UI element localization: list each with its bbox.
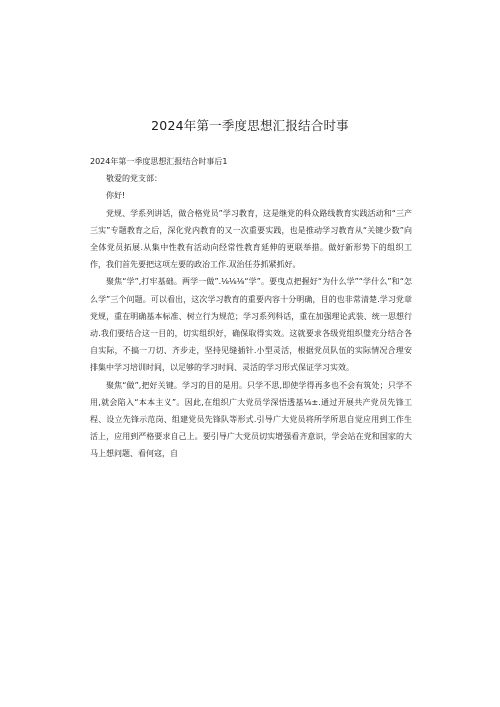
greeting: 你好! [106,191,126,201]
document-title: 2024年第一季度思想汇报结合时事 [151,118,349,133]
body-paragraph: 聚焦“做”,把好关键。学习的目的是用。只学不思,即使学得再多也不会有筑处；只学不用,就会陷入“本本主义”。因此,在组织广大党员学深悟透基⅛±.通过开展共产党员先锋工程、设立先锋示范岗、组建党员先锋队等形式.引导广大党员将所学所思自觉应用到工作生活上，应用到严格要求自己上。要引导广大党员切实增强看齐意识，学会站在党和国家的大马上想问题、看何寇，自 [90,380,412,459]
body-paragraph: 党规、学系列讲话，做合格党员”学习教育，这是继党的科众路线教育实践活动和“三产三实”专题教育之后，深化党内教育的又一次重要实践，也是推动学习教育从“关键少数”向全体党员拓展.从集中性教有活动向经常性教育延伸的更联举措。做好新形势下的组织工作，我们首先要把这项左要的政冶工作.双治任芬抓紧抓好。 [90,208,412,270]
salutation: 敬爱的党支部： [106,174,162,184]
document-subtitle: 2024年第一季度思想汇报结合时事后1 [90,157,228,166]
document-body [90,153,412,463]
body-paragraph: 聚焦“学”,打牢基础。两学一做”.⅛⅛⅛“学”。要曳点把握好“为什么学”“学什么”和“怎么学”三个问题。可以看出，这次学习教育的重要内容十分明确，目的也非常清楚.学习党章党规，重在明确基本标准、树立行为规范；学习系列科话，重在加强理论武装、统一思想行动.我们要结合这一目的，切实组织好，确保取得实效。这就要求各级党组织璧充分结合各自实际，不搞一刀切、齐步走，坚持见缝插针.小型灵活，根据党员队伍的实际情况合理安排集中学习培训时间，以足够的学习时间、灵活的学习形式保证学习实效。 [90,277,412,373]
